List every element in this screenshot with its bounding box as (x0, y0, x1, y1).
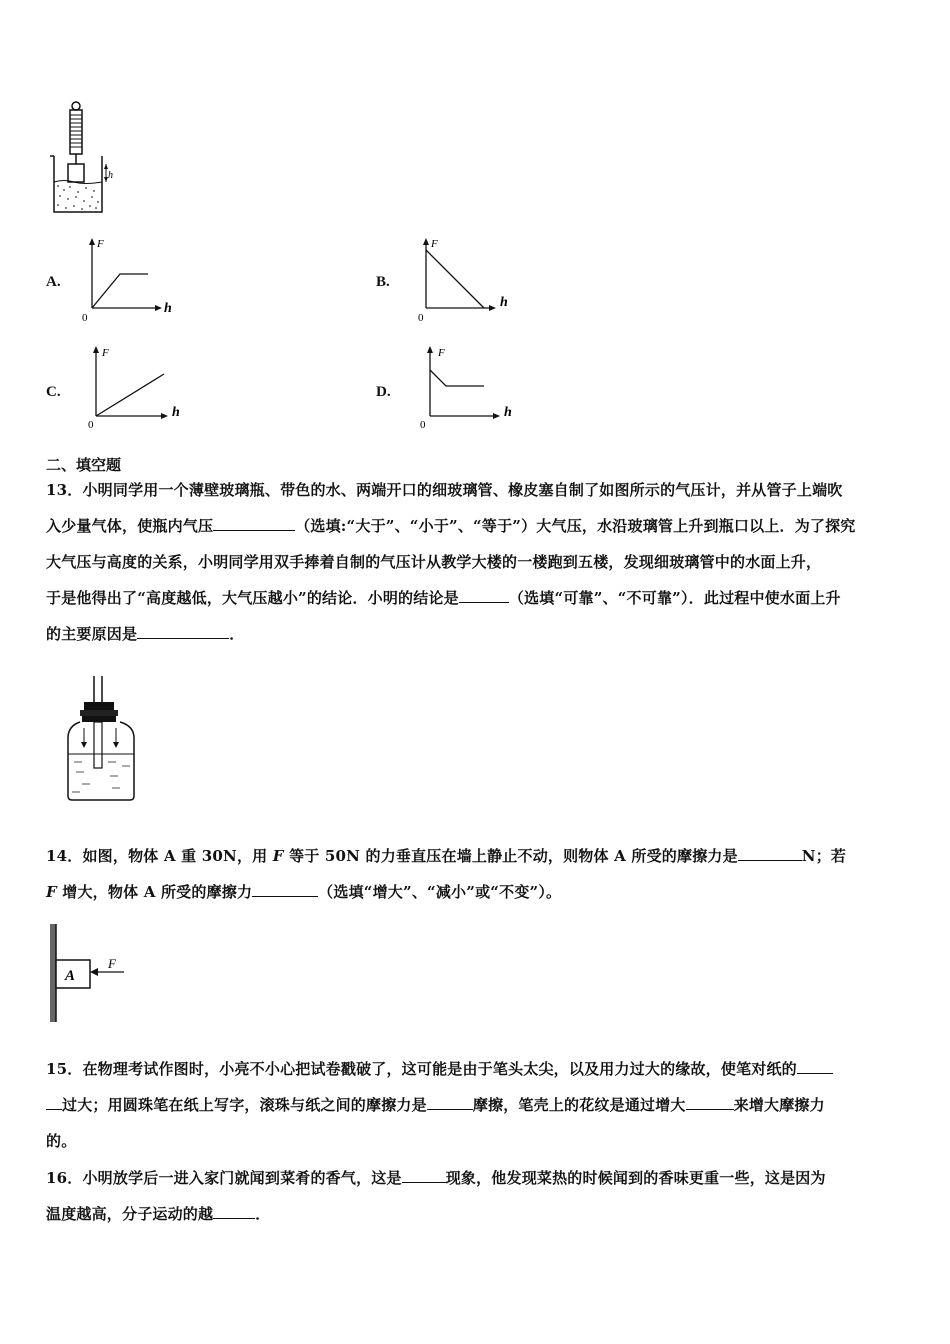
option-b-axis-y: F (431, 238, 438, 250)
section-title: 二、填空题 (46, 456, 122, 474)
option-c-graph (84, 340, 194, 432)
option-c-label: C. (46, 384, 61, 400)
q15-blank-1a[interactable] (797, 1059, 833, 1074)
option-c-axis-y: F (102, 347, 109, 359)
q16-line-2: 温度越高，分子运动的越 ． (46, 1205, 271, 1223)
option-c-origin: 0 (88, 419, 94, 431)
q13-line-3: 大气压与高度的关系，小明同学用双手捧着自制的气压计从教学大楼的一楼跑到五楼，发现细玻璃管中的水面上升， (46, 553, 822, 571)
q14-line-1: 14．如图，物体 A 重 30N，用 F 等于 50N 的力垂直压在墙上静止不动，则物体 A 所受的摩擦力是 N；若 (46, 847, 847, 865)
q16-blank-2[interactable] (213, 1204, 255, 1219)
question-16 (46, 1160, 906, 1232)
barometer-figure (62, 672, 146, 806)
question-15 (46, 1051, 906, 1159)
option-a-axis-y: F (97, 238, 104, 250)
q13-line-2: 入少量气体，使瓶内气压 （选填:“大于”、“小于”、“等于”）大气压，水沿玻璃管上升到瓶口以上．为了探究 (46, 517, 856, 535)
q13-blank-1[interactable] (213, 516, 295, 531)
option-b-label: B. (376, 274, 390, 290)
spring-scale-beaker-figure (44, 98, 124, 218)
option-d-axis-y: F (438, 347, 445, 359)
depth-h-label: h (108, 170, 113, 181)
option-b-graph (412, 232, 522, 324)
option-a-axis-x: h (164, 301, 172, 316)
option-b-axis-x: h (500, 295, 508, 310)
q15-blank-1b[interactable] (46, 1095, 62, 1110)
question-13 (46, 472, 906, 652)
wall-block-figure (44, 922, 134, 1026)
q13-blank-2[interactable] (459, 588, 509, 603)
q14-blank-2[interactable] (252, 882, 318, 897)
q15-line-3: 的。 (46, 1132, 77, 1150)
block-a-label: A (65, 968, 76, 984)
q14-blank-1[interactable] (738, 846, 802, 861)
q13-line-1: 13．小明同学用一个薄壁玻璃瓶、带色的水、两端开口的细玻璃管、橡皮塞自制了如图所示的气压计，并从管子上端吹 (46, 481, 843, 499)
q14-line-2: F 增大，物体 A 所受的摩擦力 （选填“增大”、“减小”或“不变”）。 (46, 883, 562, 901)
option-d-origin: 0 (420, 419, 426, 431)
option-a-graph (78, 232, 188, 324)
option-a-label: A. (46, 274, 61, 290)
option-d-label: D. (376, 384, 391, 400)
q16-line-1: 16．小明放学后一进入家门就闻到菜肴的香气，这是 现象，他发现菜热的时候闻到的香味更重一些，这是因为 (46, 1169, 826, 1187)
q13-line-5: 的主要原因是 ． (46, 625, 245, 643)
question-14 (46, 838, 906, 910)
q13-line-4: 于是他得出了“高度越低，大气压越小”的结论．小明的结论是 （选填“可靠”、“不可靠”）．此过程中使水面上升 (46, 589, 841, 607)
q15-line-1: 15．在物理考试作图时，小亮不小心把试卷戳破了，这可能是由于笔头太尖，以及用力过大的缘故，使笔对纸的 (46, 1051, 906, 1087)
option-b-origin: 0 (418, 312, 424, 324)
q15-blank-2[interactable] (427, 1095, 473, 1110)
q16-blank-1[interactable] (402, 1168, 446, 1183)
q13-blank-3[interactable] (137, 624, 229, 639)
option-c-axis-x: h (172, 405, 180, 420)
option-a-origin: 0 (82, 312, 88, 324)
q15-blank-3[interactable] (686, 1095, 734, 1110)
option-d-graph (416, 340, 526, 432)
option-d-axis-x: h (504, 405, 512, 420)
q15-line-2: 过大；用圆珠笔在纸上写字，滚珠与纸之间的摩擦力是 摩擦，笔壳上的花纹是通过增大 来增大摩擦力 (46, 1087, 906, 1123)
force-f-label: F (108, 956, 116, 971)
